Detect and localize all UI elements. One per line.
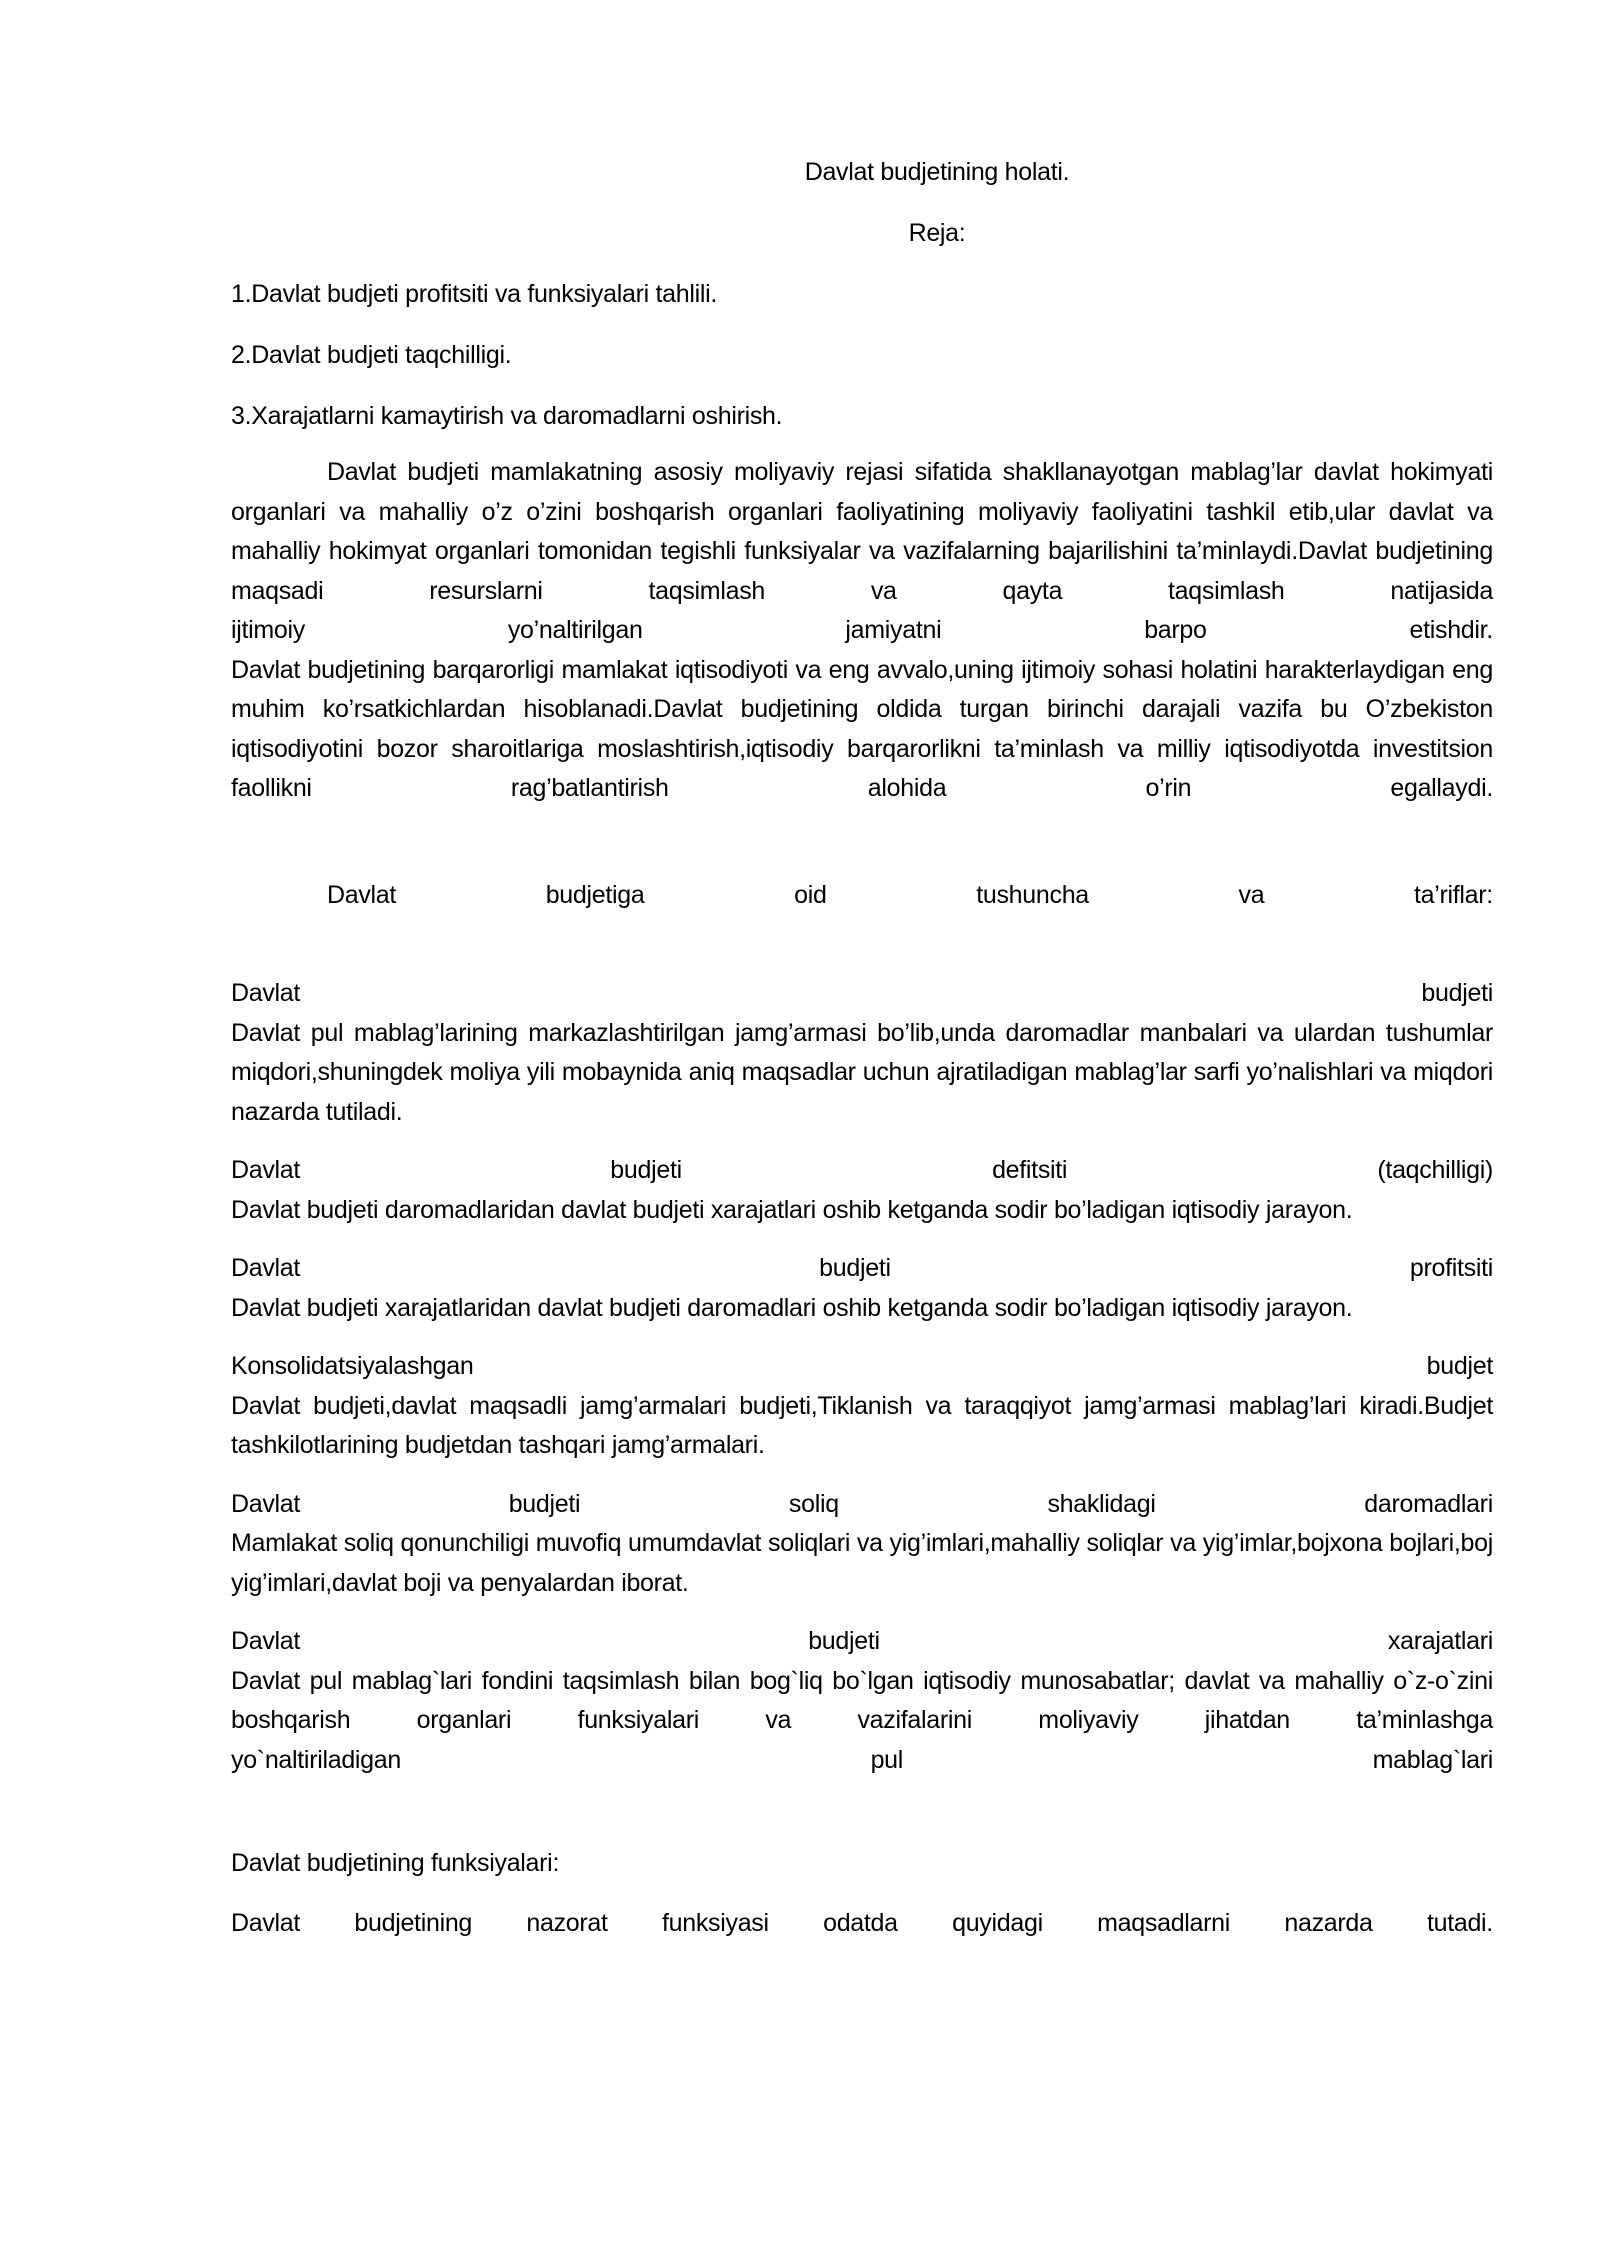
definition-block — [231, 1485, 1493, 1604]
word: defitsiti — [992, 1156, 1068, 1184]
definition-block — [231, 1347, 1493, 1466]
intro-paragraph: Davlat budjeti mamlakatning asosiy moliyaviy rejasi sifatida shakllanayotgan mablag’lar davlat hokimyati organlari va mahalliy o’z o’zini boshqarish organlari faoliyatining moliyaviy faoliyatini tashkil etib,ular davlat va mahalliy hokimyat organlari tomonidan tegishli funksiyalar va vazifalarning bajarilishini ta’minlaydi.Davlat budjetining maqsadi resurslarni taqsimlash va qayta taqsimlash natijasida — [231, 458, 1493, 605]
functions-line — [231, 1904, 1493, 1944]
word: Davlat — [327, 880, 397, 909]
word: tutadi. — [1426, 1909, 1493, 1937]
definition-term — [231, 974, 1493, 1014]
definition-text: Davlat pul mablag`lari fondini taqsimlash bilan bog`liq bo`lgan iqtisodiy munosabatlar; davlat va mahalliy o`z-o`zini boshqarish organlari funksiyalari va vazifalarini moliyaviy jihatdan ta’minlashga — [231, 1666, 1493, 1734]
word: shaklidagi — [1047, 1489, 1156, 1518]
document-body — [231, 152, 1493, 1944]
word: soliq — [788, 1489, 839, 1518]
word: ijtimoiy — [231, 616, 305, 644]
word: Davlat — [231, 1254, 301, 1282]
definition-term — [231, 1485, 1493, 1525]
word: budjeti — [808, 1627, 880, 1655]
plan-item: 1.Davlat budjeti profitsiti va funksiyalari tahlili. — [231, 280, 718, 308]
definition-term — [231, 1622, 1493, 1662]
definition-text: Davlat budjeti,davlat maqsadli jamg’armalari budjeti,Tiklanish va taraqqiyot jamg’armasi mablag’lari kiradi.Budjet tashkilotlarining budjetdan tashqari jamg’armalari. — [231, 1391, 1493, 1459]
word: tushuncha — [976, 880, 1089, 909]
word: ta’riflar: — [1414, 880, 1493, 909]
definition-text: Davlat budjeti xarajatlaridan davlat budjeti daromadlari oshib ketganda sodir bo’ladigan iqtisodiy jarayon. — [231, 1293, 1353, 1322]
word: yo`naltiriladigan — [231, 1745, 401, 1774]
intro-paragraph-2: Davlat budjetining barqarorligi mamlakat iqtisodiyoti va eng avvalo,uning ijtimoiy sohasi holatini harakterlaydigan eng muhim ko’rsatkichlardan hisoblanadi.Davlat budjetining oldida turgan birinchi darajali vazifa bu O’zbekiston iqtisodiyotini bozor sharoitlariga moslashtirish,iqtisodiy barqarorlikni ta’minlash va milliy iqtisodiyotda investitsion faollikni rag’batlantirish alohida o’rin egallaydi. — [231, 655, 1493, 802]
definition-text: Davlat budjeti daromadlaridan davlat budjeti xarajatlari oshib ketganda sodir bo’ladigan iqtisodiy jarayon. — [231, 1195, 1353, 1224]
concepts-heading — [231, 876, 1493, 916]
word: Konsolidatsiyalashgan — [231, 1352, 474, 1380]
word: Davlat — [231, 1627, 301, 1655]
definition-block — [231, 974, 1493, 1132]
word: daromadlari — [1364, 1489, 1493, 1518]
definition-term — [231, 1249, 1493, 1289]
word: Davlat — [231, 979, 301, 1007]
word: budjeti — [1421, 979, 1493, 1007]
word: funksiyasi — [661, 1909, 769, 1937]
word: pul — [870, 1745, 904, 1774]
word: etishdir. — [1409, 616, 1493, 644]
document-title: Davlat budjetining holati. — [804, 158, 1070, 186]
word: budjetiga — [545, 880, 645, 909]
word: yo’naltirilgan — [507, 616, 643, 644]
word: budjeti — [508, 1489, 581, 1518]
functions-heading: Davlat budjetining funksiyalari: — [231, 1849, 560, 1877]
plan-item: 3.Xarajatlarni kamaytirish va daromadlarni oshirish. — [231, 402, 783, 430]
word: Davlat — [231, 1909, 301, 1937]
plan-heading: Reja: — [908, 219, 966, 247]
word: budjet — [1426, 1352, 1493, 1380]
word: budjeti — [610, 1156, 682, 1184]
definition-text: Davlat pul mablag’larining markazlashtirilgan jamg’armasi bo’lib,unda daromadlar manbalari va ulardan tushumlar miqdori,shuningdek moliya yili mobaynida aniq maqsadlar uchun ajratiladigan mablag’lar sarfi yo’nalishlari va miqdori nazarda tutiladi. — [231, 1018, 1493, 1126]
word: Davlat — [231, 1156, 301, 1184]
word: quyidagi — [952, 1909, 1043, 1937]
word: xarajatlari — [1387, 1627, 1493, 1655]
word: barpo — [1144, 616, 1207, 644]
definition-term — [231, 1151, 1493, 1191]
intro-last-line — [231, 611, 1493, 651]
word: budjetining — [354, 1909, 473, 1937]
word: oid — [794, 880, 827, 909]
definition-text: Mamlakat soliq qonunchiligi muvofiq umumdavlat soliqlari va yig’imlari,mahalliy soliqlar va yig’imlar,bojxona bojlari,boj yig’imlari,davlat boji va penyalardan iborat. — [231, 1529, 1493, 1597]
definition-block — [231, 1151, 1493, 1230]
plan-item: 2.Davlat budjeti taqchilligi. — [231, 341, 512, 369]
word: Davlat — [231, 1489, 301, 1518]
word: profitsiti — [1409, 1254, 1493, 1282]
word: jamiyatni — [845, 616, 942, 644]
word: maqsadlarni — [1097, 1909, 1231, 1937]
word: (taqchilligi) — [1377, 1156, 1493, 1184]
word: budjeti — [819, 1254, 891, 1282]
word: odatda — [823, 1909, 898, 1937]
definition-term — [231, 1347, 1493, 1387]
word: mablag`lari — [1372, 1745, 1493, 1774]
word: va — [1238, 880, 1265, 909]
definition-last-line — [231, 1741, 1493, 1781]
word: nazorat — [526, 1909, 608, 1937]
definition-block — [231, 1622, 1493, 1780]
definition-block — [231, 1249, 1493, 1328]
word: nazarda — [1284, 1909, 1373, 1937]
